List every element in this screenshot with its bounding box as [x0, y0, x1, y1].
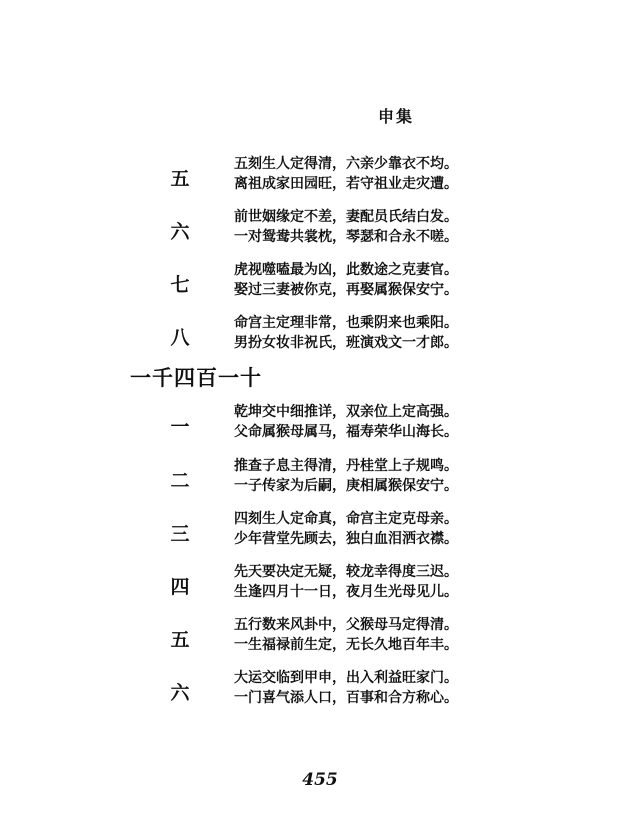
verse-entry [0, 313, 640, 357]
verse-line: 男扮女妆非祝氏，班演戏文一才郎。 [234, 335, 458, 351]
entry-number: 四 [170, 576, 190, 598]
verse-entry [0, 456, 640, 500]
verse-entry [0, 509, 640, 553]
verse-text [234, 668, 458, 708]
running-header: 申集 [378, 107, 415, 126]
verse-line: 父命属猴母属马，福寿荣华山海长。 [234, 424, 458, 440]
verse-line: 五行数来风卦中，父猴母马定得清。 [234, 617, 458, 633]
entry-number: 六 [170, 221, 190, 243]
verse-text [234, 562, 458, 602]
verse-entry [0, 615, 640, 659]
verse-entry [0, 668, 640, 712]
verse-line: 大运交临到甲申，出入利益旺家门。 [234, 670, 458, 686]
verse-entry [0, 562, 640, 606]
verse-line: 五刻生人定得清，六亲少靠衣不均。 [234, 156, 458, 172]
verse-line: 一对鸳鸯共裳枕，琴瑟和合永不嗟。 [234, 229, 458, 245]
entry-number: 七 [170, 274, 190, 296]
verse-line: 离祖成家田园旺，若守祖业走灾遭。 [234, 176, 458, 192]
verse-entry [0, 402, 640, 446]
verse-line: 乾坤交中细推详，双亲位上定高强。 [234, 404, 458, 420]
verse-line: 先天要决定无疑，较龙幸得度三迟。 [234, 564, 458, 580]
verse-line: 一子传家为后嗣，庚相属猴保安宁。 [234, 478, 458, 494]
verse-line: 四刻生人定命真，命宫主定克母亲。 [234, 511, 458, 527]
verse-entry [0, 260, 640, 304]
verse-entry [0, 154, 640, 198]
verse-text [234, 456, 458, 496]
entry-number: 六 [170, 682, 190, 704]
verse-text [234, 260, 458, 300]
verse-text [234, 402, 458, 442]
verse-line: 前世姻缘定不差，妻配员氏结白发。 [234, 209, 458, 225]
verse-line: 少年营堂先顾去，独白血泪洒衣襟。 [234, 531, 458, 547]
entry-number: 三 [170, 523, 190, 545]
verse-entry [0, 207, 640, 251]
verse-line: 虎视噬嗑最为凶，此数途之克妻官。 [234, 262, 458, 278]
verse-text [234, 154, 458, 194]
verse-text [234, 207, 458, 247]
verse-line: 推查子息主得清，丹桂堂上子规鸣。 [234, 458, 458, 474]
entry-number: 二 [170, 470, 190, 492]
section-heading: 一千四百一十 [130, 365, 262, 390]
verse-text [234, 313, 458, 353]
verse-line: 一门喜气添人口，百事和合方称心。 [234, 690, 458, 706]
page-number: 455 [302, 770, 338, 790]
verse-line: 命宫主定理非常，也乘阴来也乘阳。 [234, 315, 458, 331]
entry-number: 八 [170, 327, 190, 349]
verse-line: 生逢四月十一日，夜月生光母见儿。 [234, 584, 458, 600]
entry-number: 一 [170, 416, 190, 438]
verse-text [234, 615, 458, 655]
entry-number: 五 [170, 629, 190, 651]
verse-text [234, 509, 458, 549]
verse-line: 娶过三妻被你克，再娶属猴保安宁。 [234, 282, 458, 298]
verse-line: 一生福禄前生定，无长久地百年丰。 [234, 637, 458, 653]
entry-number: 五 [170, 168, 190, 190]
